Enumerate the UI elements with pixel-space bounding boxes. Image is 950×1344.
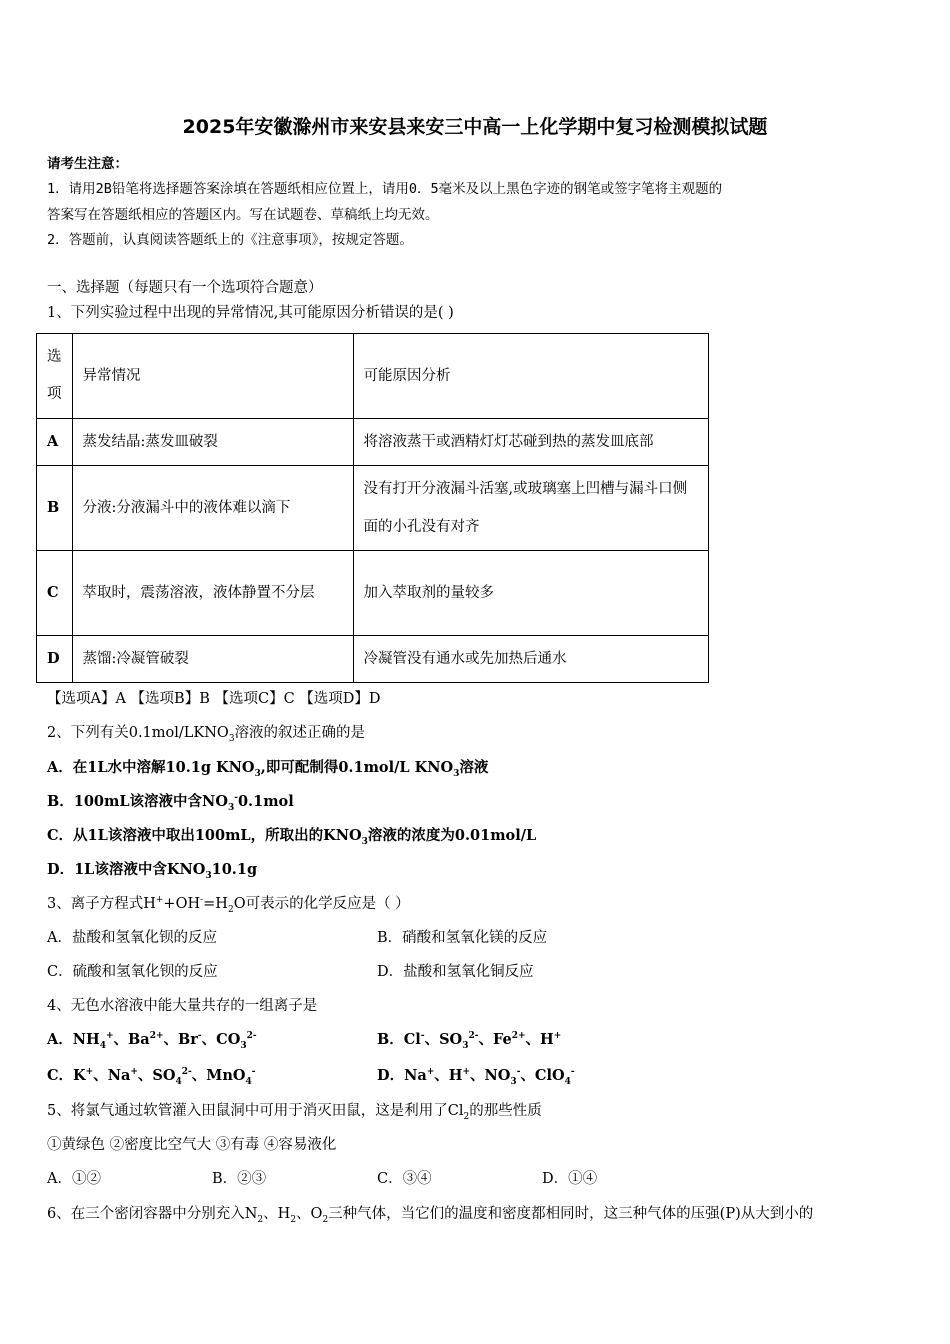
q2-stem: 2、下列有关$0.1mol/LKNO_3$溶液的叙述正确的是 bbox=[47, 725, 366, 744]
q3-option-b: B．硝酸和氢氧化镁的反应 bbox=[377, 930, 548, 946]
q2-option-b: B．100mL该溶液中含$NO_3^-0.1mol$ bbox=[47, 793, 294, 813]
q2-option-d: D．1L该溶液中含$KNO_310.1g$ bbox=[47, 861, 258, 881]
row-cause: 没有打开分液漏斗活塞,或玻璃塞上凹槽与漏斗口侧面的小孔没有对齐 bbox=[353, 466, 709, 551]
table-row bbox=[37, 419, 709, 466]
header-key-line1: 选 bbox=[47, 349, 62, 365]
notice-heading: 请考生注意： bbox=[47, 156, 128, 172]
header-cause: 可能原因分析 bbox=[353, 334, 709, 419]
table-header-row bbox=[37, 334, 709, 419]
q6-stem: 6、在三个密闭容器中分别充入$N_2$、$H_2$、$O_2$三种气体，当它们的温度和密度都相同时，这三种气体的压强(P)从大到小的 bbox=[47, 1206, 814, 1225]
q4-option-c: C．K+、Na+、$SO_4^{2-}$、MnO$_4$- bbox=[47, 1067, 256, 1087]
row-anomaly: 蒸馏:冷凝管破裂 bbox=[72, 636, 353, 683]
q5-option-c: C．③④ bbox=[377, 1171, 432, 1187]
q2-option-a: A．在1L水中溶解10.1g $KNO_3$,即可配制得0.1mol/L $KNO_3$溶液 bbox=[47, 759, 489, 779]
header-key-cell bbox=[37, 334, 73, 419]
q1-stem: 1、下列实验过程中出现的异常情况,其可能原因分析错误的是( ) bbox=[47, 305, 454, 321]
q5-properties: ①黄绿色 ②密度比空气大 ③有毒 ④容易液化 bbox=[47, 1137, 337, 1153]
q4-stem: 4、无色水溶液中能大量共存的一组离子是 bbox=[47, 998, 318, 1014]
q5-option-d: D．①④ bbox=[542, 1171, 598, 1187]
notice-line-1b: 答案写在答题纸相应的答题区内。写在试题卷、草稿纸上均无效。 bbox=[47, 207, 439, 223]
row-anomaly: 萃取时，震荡溶液，液体静置不分层 bbox=[72, 551, 353, 636]
q3-option-c: C．硫酸和氢氧化钡的反应 bbox=[47, 964, 218, 980]
row-key: B bbox=[37, 466, 73, 551]
section-heading: 一、选择题（每题只有一个选项符合题意） bbox=[47, 280, 323, 296]
row-key: C bbox=[37, 551, 73, 636]
row-key: A bbox=[37, 419, 73, 466]
page-title: 2025年安徽滁州市来安县来安三中高一上化学期中复习检测模拟试题 bbox=[182, 116, 768, 138]
q5-option-a: A．①② bbox=[47, 1171, 101, 1187]
q2-option-c: C．从1L该溶液中取出100mL，所取出的$KNO_3$溶液的浓度为0.01mol/L bbox=[47, 827, 537, 847]
q3-stem: 3、离子方程式$H^++OH^-=H_2O$可表示的化学反应是（ ） bbox=[47, 895, 410, 915]
row-cause: 加入萃取剂的量较多 bbox=[353, 551, 709, 636]
header-key-line2: 项 bbox=[47, 386, 62, 402]
table-row bbox=[37, 636, 709, 683]
q5-stem: 5、将氯气通过软管灌入田鼠洞中可用于消灭田鼠，这是利用了$Cl_2$的那些性质 bbox=[47, 1103, 542, 1122]
table-row bbox=[37, 466, 709, 551]
q4-option-d: D．Na+、H+、$NO_3^-$、ClO$_4$- bbox=[377, 1067, 575, 1087]
table-row bbox=[37, 551, 709, 636]
q1-options: 【选项A】A 【选项B】B 【选项C】C 【选项D】D bbox=[47, 691, 381, 707]
row-anomaly: 蒸发结晶:蒸发皿破裂 bbox=[72, 419, 353, 466]
row-key: D bbox=[37, 636, 73, 683]
notice-line-2: 2．答题前，认真阅读答题纸上的《注意事项》，按规定答题。 bbox=[47, 232, 413, 248]
row-cause: 冷凝管没有通水或先加热后通水 bbox=[353, 636, 709, 683]
q1-table bbox=[36, 333, 709, 683]
q3-option-a: A．盐酸和氢氧化钡的反应 bbox=[47, 930, 217, 946]
q4-option-b: B．Cl-、$SO_3^{2-}$、$Fe^{2+}$、H+ bbox=[377, 1031, 562, 1051]
row-cause: 将溶液蒸干或酒精灯灯芯碰到热的蒸发皿底部 bbox=[353, 419, 709, 466]
q3-option-d: D．盐酸和氢氧化铜反应 bbox=[377, 964, 534, 980]
q4-option-a: A．$NH_4^+$、$Ba^{2+}$、Br-、$CO_3^{2-}$ bbox=[47, 1031, 257, 1051]
row-anomaly: 分液:分液漏斗中的液体难以滴下 bbox=[72, 466, 353, 551]
header-anomaly: 异常情况 bbox=[72, 334, 353, 419]
notice-line-1a: 1．请用2B铅笔将选择题答案涂填在答题纸相应位置上，请用0．5毫米及以上黑色字迹的钢笔或签字笔将主观题的 bbox=[47, 181, 723, 197]
q5-option-b: B．②③ bbox=[212, 1171, 267, 1187]
